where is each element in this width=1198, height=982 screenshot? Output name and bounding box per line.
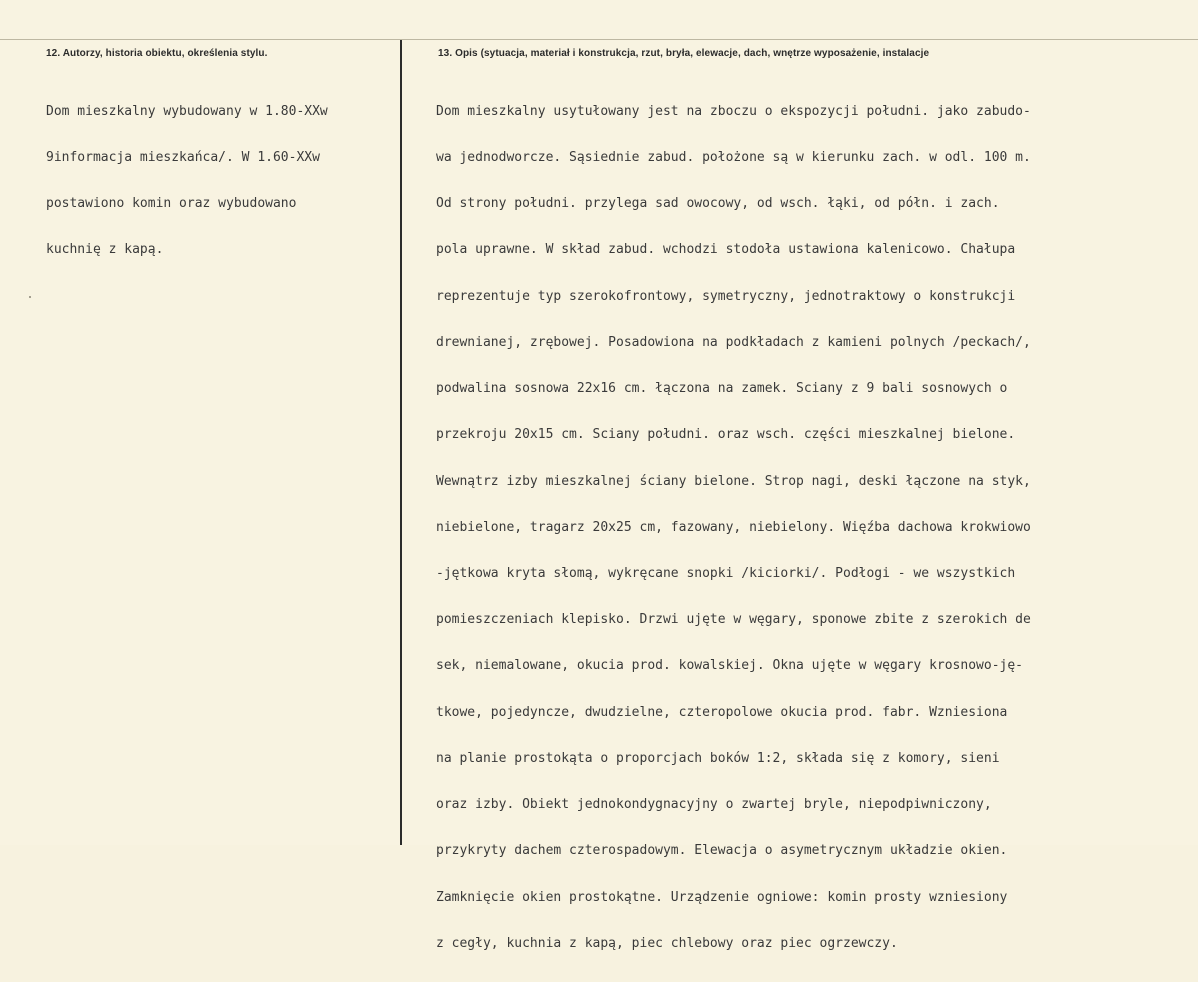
section-12-text: [46, 73, 328, 289]
section-13-line: wa jednodworcze. Sąsiednie zabud. położone są w kierunku zach. w odl. 100 m.: [436, 150, 1031, 166]
section-13-line: z cegły, kuchnia z kapą, piec chlebowy oraz piec ogrzewczy.: [436, 935, 898, 951]
section-13-line: sek, niemalowane, okucia prod. kowalskiej. Okna ujęte w węgary krosnowo-ję-: [436, 658, 1023, 674]
column-divider: [400, 40, 402, 845]
section-13-line: niebielone, tragarz 20x25 cm, fazowany, niebielony. Więźba dachowa krokwiowo: [436, 519, 1031, 535]
section-13-line: Wewnątrz izby mieszkalnej ściany bielone. Strop nagi, deski łączone na styk,: [436, 473, 1031, 489]
section-12-line: Dom mieszkalny wybudowany w 1.80-XXw: [46, 103, 328, 119]
section-13-line: pola uprawne. W skład zabud. wchodzi stodoła ustawiona kalenicowo. Chałupa: [436, 242, 1016, 258]
section-12-label: 12. Autorzy, historia obiektu, określenia stylu.: [46, 48, 268, 59]
paper-speck: [29, 296, 31, 298]
section-13-line: Zamknięcie okien prostokątne. Urządzenie ogniowe: komin prosty wzniesiony: [436, 889, 1008, 905]
section-12-line: kuchnię z kapą.: [46, 242, 164, 258]
section-13-line: przykryty dachem czterospadowym. Elewacja o asymetrycznym układzie okien.: [436, 843, 1008, 859]
section-13-line: drewnianej, zrębowej. Posadowiona na podkładach z kamieni polnych /peckach/,: [436, 334, 1031, 350]
section-13-line: pomieszczeniach klepisko. Drzwi ujęte w węgary, sponowe zbite z szerokich de: [436, 612, 1031, 628]
section-12-line: 9informacja mieszkańca/. W 1.60-XXw: [46, 150, 320, 166]
section-13-text: [436, 73, 1031, 982]
section-13-line: oraz izby. Obiekt jednokondygnacyjny o zwartej bryle, niepodpiwniczony,: [436, 797, 992, 813]
section-12-line: postawiono komin oraz wybudowano: [46, 196, 297, 212]
section-13-line: Dom mieszkalny usytułowany jest na zboczu o ekspozycji południ. jako zabudo-: [436, 103, 1031, 119]
section-13-line: tkowe, pojedyncze, dwudzielne, czteropolowe okucia prod. fabr. Wzniesiona: [436, 704, 1008, 720]
section-13-line: reprezentuje typ szerokofrontowy, symetryczny, jednotraktowy o konstrukcji: [436, 288, 1016, 304]
section-13-line: Od strony południ. przylega sad owocowy, od wsch. łąki, od półn. i zach.: [436, 196, 1000, 212]
section-13-label: 13. Opis (sytuacja, materiał i konstrukcja, rzut, bryła, elewacje, dach, wnętrze wyposażenie, instalacje: [438, 48, 930, 59]
section-13-line: na planie prostokąta o proporcjach boków 1:2, składa się z komory, sieni: [436, 750, 1000, 766]
section-13-line: -jętkowa kryta słomą, wykręcane snopki /kiciorki/. Podłogi - we wszystkich: [436, 566, 1016, 581]
top-rule: [0, 39, 1198, 40]
section-13-line: podwalina sosnowa 22x16 cm. łączona na zamek. Sciany z 9 bali sosnowych o: [436, 381, 1008, 397]
section-13-line: przekroju 20x15 cm. Sciany południ. oraz wsch. części mieszkalnej bielone.: [436, 427, 1016, 443]
